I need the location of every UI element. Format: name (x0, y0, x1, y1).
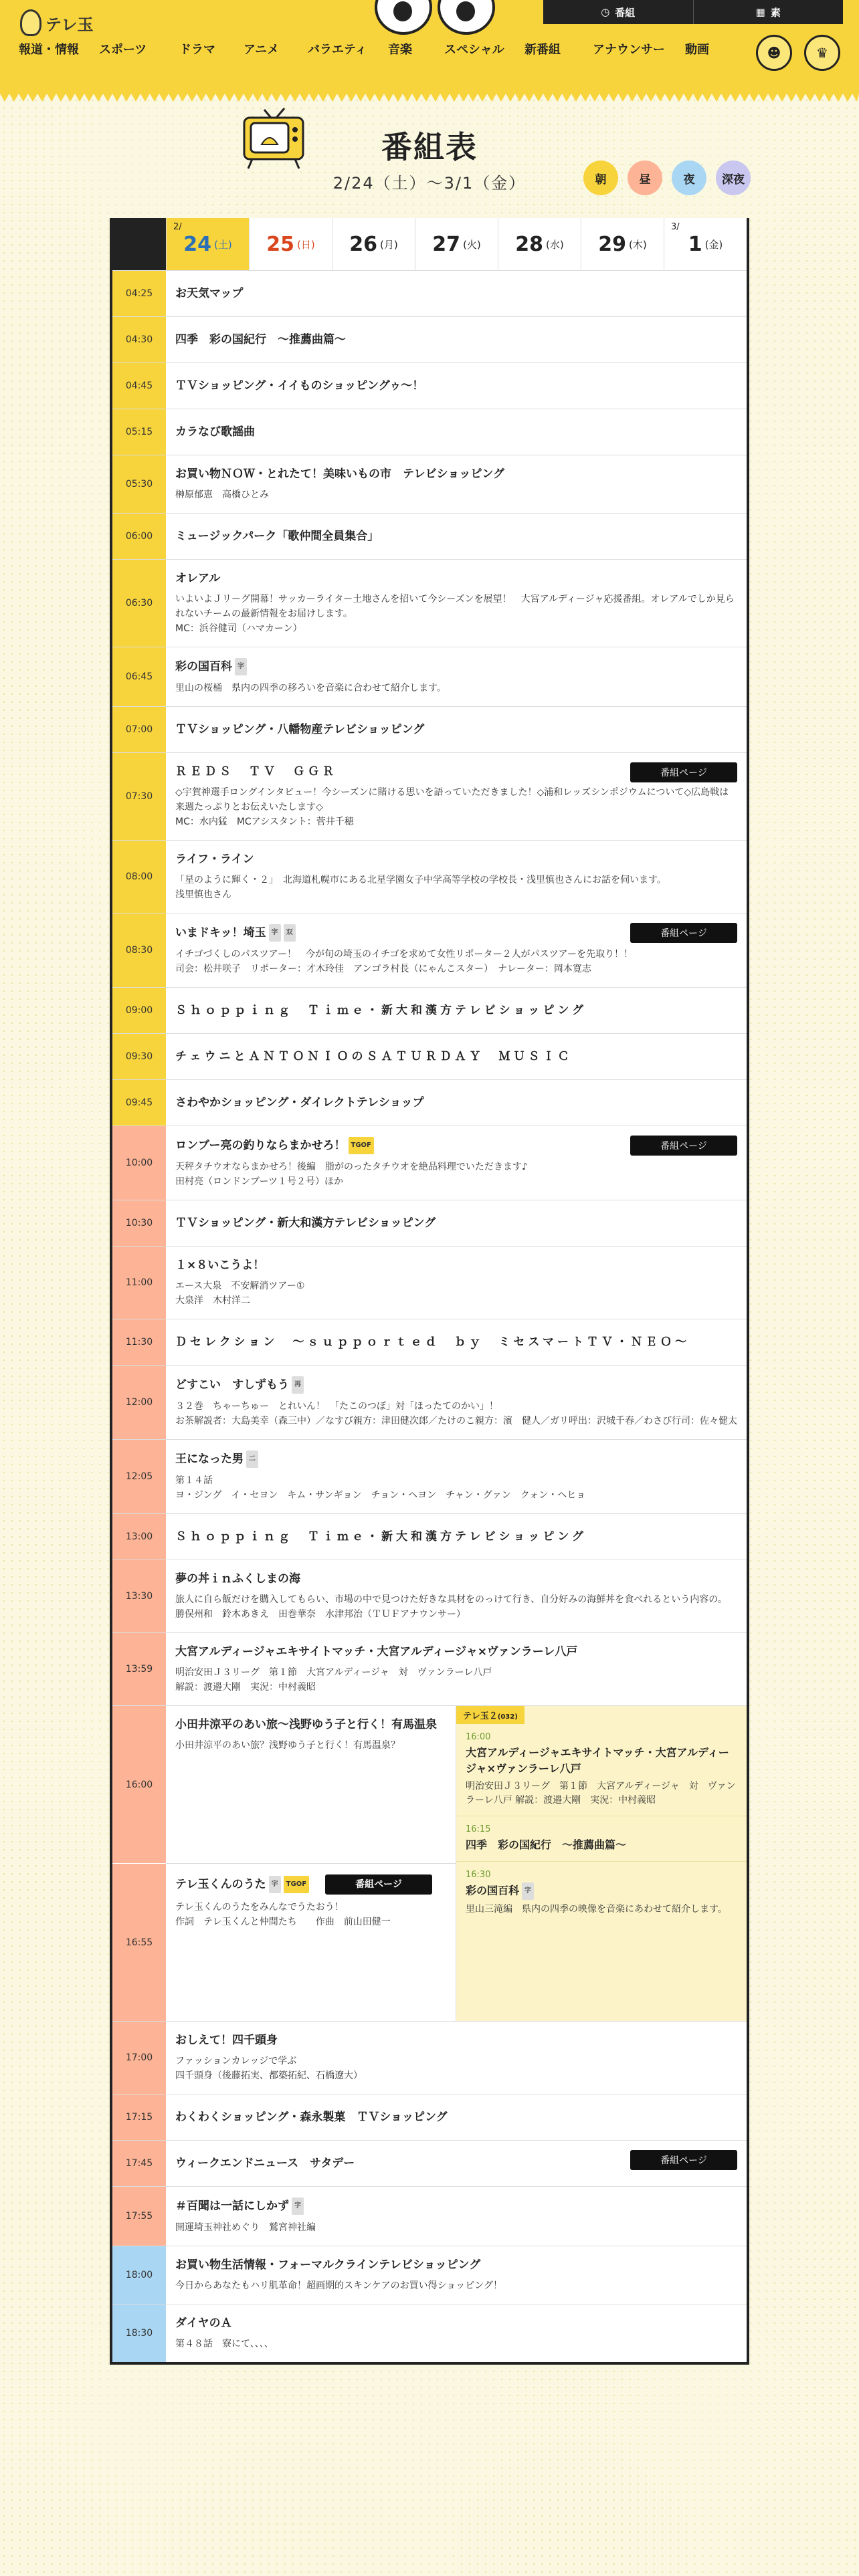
program-time: 13:00 (112, 1514, 166, 1560)
mascot-badge-icon: ♛ (816, 45, 828, 61)
program-row (112, 1513, 747, 1560)
program-cell[interactable] (166, 707, 747, 752)
program-cell[interactable] (166, 1440, 747, 1513)
program-time: 08:30 (112, 914, 166, 987)
day-tab-weekday: (木) (629, 238, 647, 251)
program-description: 開運埼玉神社めぐり 鷲宮神社編 (175, 2222, 316, 2233)
program-title[interactable] (175, 1376, 737, 1394)
day-tabs (112, 218, 747, 270)
program-list (112, 270, 747, 2362)
program-title[interactable] (175, 1571, 737, 1587)
program-cell[interactable] (166, 914, 747, 987)
time-filter-button[interactable]: 昼 (628, 160, 662, 195)
program-row (112, 2094, 747, 2140)
program-title[interactable] (175, 2315, 737, 2331)
program-title[interactable] (175, 2257, 737, 2273)
nav-link[interactable]: スポーツ (99, 43, 147, 57)
program-row (112, 316, 747, 362)
program-cell[interactable] (166, 1200, 747, 1246)
program-row (112, 752, 747, 840)
program-title[interactable] (175, 1257, 737, 1273)
program-title-text: 四季 彩の国紀行 〜推薦曲篇〜 (175, 333, 346, 346)
program-title-text: どすこい すしずもう (175, 1378, 289, 1392)
tele2-name: テレ玉２ (463, 1711, 498, 1721)
program-badge: TGOF (349, 1137, 374, 1154)
tele2-panel (456, 1706, 747, 2021)
program-badge: 字 (269, 1876, 281, 1893)
program-title-text: ＴＶショッピング・イイものショッピングゥ〜！ (175, 379, 424, 393)
program-time: 13:30 (112, 1560, 166, 1632)
program-row (112, 913, 747, 987)
program-time: 06:45 (112, 647, 166, 706)
logo-mascot-icon (20, 9, 41, 36)
program-cell[interactable] (166, 1560, 747, 1632)
program-title[interactable] (175, 658, 737, 675)
tele2-program-title[interactable] (466, 1883, 737, 1900)
program-mascot-button[interactable] (804, 35, 840, 71)
tele2-channel-label (456, 1706, 524, 1724)
program-title-text: 小田井涼平のあい旅〜浅野ゆう子と行く！有馬温泉 (175, 1718, 437, 1731)
program-cell[interactable] (166, 1319, 747, 1365)
program-time: 05:15 (112, 409, 166, 455)
program-time: 13:59 (112, 1633, 166, 1705)
day-tab-weekday: (水) (546, 238, 564, 251)
program-cell[interactable] (166, 988, 747, 1033)
program-title[interactable] (175, 1334, 737, 1350)
program-badge: TGOF (284, 1876, 309, 1893)
account-link-program[interactable]: ◷ 番組 (543, 0, 694, 24)
tele2-program-description: 明治安田Ｊ３リーグ 第１節 大宮アルディージャ 対 ヴァンラーレ八戸 解説：渡邉大剛 実況：中村義昭 (466, 1781, 736, 1806)
program-title[interactable] (175, 378, 737, 394)
program-row (112, 362, 747, 409)
day-tab-weekday: (火) (463, 238, 481, 251)
program-title-text: おしえて！四千頭身 (175, 2034, 278, 2047)
program-description: 榊原郁恵 高橋ひとみ (175, 490, 269, 500)
program-description: 「星のように輝く・２」 北海道札幌市にある北星学園女子中学高等学校の学校長・浅里慎也さんにお話を伺います。 浅里慎也さん (175, 875, 666, 900)
day-tab[interactable] (498, 218, 581, 270)
program-time: 11:00 (112, 1247, 166, 1319)
program-row-split (112, 1705, 747, 2021)
program-row (112, 1632, 747, 1705)
program-row (112, 2021, 747, 2094)
nav-link[interactable]: 音楽 (388, 43, 412, 57)
nav-link[interactable]: スペシャル (444, 43, 504, 57)
mascot-button[interactable] (756, 35, 792, 71)
program-title-text: 夢の丼ｉｎふくしまの海 (175, 1572, 300, 1586)
program-title[interactable] (175, 1529, 737, 1545)
program-description: 旅人に自ら飯だけを購入してもらい、市場の中で見つけた好きな具材をのっけて行き、自分好みの海鮮丼を食べれるという内容の。 勝俣州和 鈴木あきえ 田巻華奈 水津邦治（ＴＵＦアナウンサー） (175, 1594, 727, 1620)
program-page-button[interactable]: 番組ページ (630, 1136, 737, 1156)
tele2-program-time: 16:00 (466, 1732, 491, 1742)
nav-link[interactable]: 動画 (685, 43, 709, 57)
header-mascot-buttons (756, 35, 840, 71)
program-title-text: Ｄセレクション 〜ｓｕｐｐｏｒｔｅｄ ｂｙ ミセスマートＴＶ・ＮＥＯ〜 (175, 1335, 690, 1349)
grid-icon: ▦ (755, 6, 765, 18)
program-title-text: お買い物生活情報・フォーマルクラインテレビショッピング (175, 2258, 481, 2272)
split-content (166, 1706, 747, 2021)
tele2-program-title-text: 四季 彩の国紀行 〜推薦曲篇〜 (466, 1838, 627, 1851)
program-page-button[interactable]: 番組ページ (630, 923, 737, 943)
program-title-text: 王になった男 (175, 1453, 244, 1466)
program-badge: 字 (235, 658, 247, 675)
program-row (112, 1439, 747, 1513)
program-title[interactable] (175, 2032, 737, 2048)
program-time: 12:00 (112, 1366, 166, 1439)
page-title: 番組表 (381, 129, 478, 165)
program-description: 里山の桜桶 県内の四季の移ろいを音楽に合わせて紹介します。 (175, 683, 446, 693)
program-title-text: ＴＶショッピング・八幡物産テレビショッピング (175, 723, 425, 736)
program-title-text: オレアル (175, 572, 221, 585)
program-time: 07:00 (112, 707, 166, 752)
program-cell[interactable] (166, 2095, 747, 2140)
program-row (112, 1079, 747, 1125)
program-cell[interactable] (166, 2022, 747, 2094)
program-time: 10:30 (112, 1200, 166, 1246)
day-tab[interactable] (166, 218, 249, 270)
program-description: ３２巻 ちゃーちゅー とれいん！ 「たこのつぼ」対「ほったてのかい」！ お茶解説者：大島美幸（森三中）／なすび親方：津田健次郎／たけのこ親方：濱 健人／ガリ呼出：沢城千春／わさび行司：佐々健太 (175, 1401, 737, 1426)
program-cell[interactable] (166, 1126, 747, 1200)
program-title-text: Ｓｈｏｐｐｉｎｇ Ｔｉｍｅ・新大和漢方テレビショッピング (175, 1004, 587, 1017)
program-time: 18:00 (112, 2246, 166, 2304)
program-row (112, 1033, 747, 1079)
program-row (112, 987, 747, 1033)
program-title-text: わくわくショッピング・森永製菓 ＴＶショッピング (175, 2111, 448, 2124)
program-description: 第４８話 寮にて、、、、 (175, 2339, 274, 2349)
mascot-face-icon: ☻ (767, 45, 781, 61)
program-time: 04:30 (112, 317, 166, 362)
day-tab-number: 26 (349, 232, 378, 256)
program-time: 11:30 (112, 1319, 166, 1365)
program-row (112, 513, 747, 559)
day-tabs-corner (112, 218, 166, 270)
site-logo[interactable] (20, 9, 94, 36)
program-badge: 字 (292, 2197, 304, 2215)
program-title[interactable] (175, 528, 737, 544)
program-badge: 再 (292, 1376, 304, 1394)
split-time-column (112, 1706, 166, 2021)
program-time: 07:30 (112, 753, 166, 840)
tele2-program-title[interactable] (466, 1837, 737, 1853)
program-title[interactable] (175, 332, 737, 348)
mascot-eye-left (375, 0, 432, 35)
program-title-text: お買い物ＮＯＷ・とれたて！美味いもの市 テレビショッピング (175, 467, 504, 481)
program-row (112, 1560, 747, 1632)
program-title-text: １×８いこうよ！ (175, 1259, 265, 1272)
program-title[interactable] (175, 2109, 737, 2125)
program-title-text: ＴＶショッピング・新大和漢方テレビショッピング (175, 1216, 436, 1230)
tele2-program-title-text: 彩の国百科 (466, 1884, 520, 1897)
program-time: 17:55 (112, 2187, 166, 2246)
program-description: イチゴづくしのパスツアー！ 今が旬の埼玉のイチゴを求めて女性リポーター２人がパスツアーを先取り！！ 司会：松井咲子 リポーター：才木玲佳 アンゴラ村長（にゃんこスター） ナレーター：岡本寛志 (175, 949, 634, 974)
program-cell[interactable] (166, 514, 747, 559)
time-filter-button[interactable]: 深夜 (716, 160, 751, 195)
program-title[interactable] (175, 1215, 737, 1231)
program-title[interactable] (175, 466, 737, 482)
program-title-text: ＲＥＤＳ ＴＶ ＧＧＲ (175, 765, 337, 778)
program-title-text: ＃百聞は一話にしかず (175, 2199, 289, 2213)
program-title[interactable] (175, 286, 737, 302)
time-filters (583, 160, 751, 195)
program-cell[interactable] (166, 1706, 456, 1863)
program-badge: 字 (522, 1883, 534, 1900)
program-cell[interactable] (166, 647, 747, 706)
program-row (112, 2186, 747, 2246)
program-description: いよいよＪリーグ開幕！サッカーライター土地さんを招いて今シーズンを展望！ 大宮アルディージャ応援番組。オレアルでしか見られないチームの最新情報をお届けします。 MC：浜谷健司（ハマカーン） (175, 594, 735, 634)
tele2-program[interactable] (456, 1724, 747, 1816)
day-tab-number: 28 (515, 232, 544, 256)
tele2-program[interactable] (456, 1862, 747, 1925)
site-header (0, 0, 859, 94)
program-cell[interactable] (166, 2304, 747, 2362)
program-title[interactable] (175, 424, 737, 440)
program-title-text: ライフ・ライン (175, 853, 254, 866)
program-row (112, 706, 747, 752)
program-description: 小田井涼平のあい旅？浅野ゆう子と行く！有馬温泉？ (175, 1740, 400, 1751)
program-cell[interactable] (166, 409, 747, 455)
day-tab-month: 3/ (671, 222, 680, 232)
program-title-text: お天気マップ (175, 287, 244, 300)
program-title[interactable] (175, 1717, 446, 1733)
program-time: 04:25 (112, 271, 166, 316)
program-description: ◇宇賀神選手ロングインタビュー！今シーズンに賭ける思いを語っていただきました！◇浦和レッズシンポジウムについて◇広島戦は来週たっぷりとお伝えいたします◇ MC：水内猛 MCアシスタント：菅井千穂 (175, 787, 729, 827)
day-tab-number: 24 (183, 232, 212, 256)
day-tab-number: 27 (432, 232, 461, 256)
split-main-programs (166, 1706, 456, 2021)
program-time: 17:00 (112, 2022, 166, 2094)
program-title-text: 彩の国百科 (175, 660, 232, 673)
program-description: テレ玉くんのうたをみんなでうたおう！ 作詞 テレ玉くんと仲間たち 作曲 前山田健一 (175, 1902, 391, 1927)
account-link-other[interactable]: ▦ 素 (755, 6, 781, 19)
program-time: 05:30 (112, 455, 166, 513)
program-description: 第１４話 ヨ・ジング イ・セヨン キム・サンギョン チョン・ヘヨン チャン・グァン クォン・ヘヒョ (175, 1475, 586, 1501)
program-title-text: ミュージックパーク「歌仲間全員集合」 (175, 530, 379, 543)
day-tab-weekday: (土) (214, 238, 232, 251)
program-title[interactable] (175, 722, 737, 738)
program-cell[interactable] (166, 271, 747, 316)
program-cell[interactable] (166, 2141, 747, 2186)
program-title[interactable] (175, 1095, 737, 1111)
program-cell[interactable] (166, 363, 747, 409)
program-row (112, 1246, 747, 1319)
program-title[interactable] (175, 1451, 737, 1468)
program-title-text: Ｓｈｏｐｐｉｎｇ Ｔｉｍｅ・新大和漢方テレビショッピング (175, 1530, 587, 1543)
program-time: 10:00 (112, 1126, 166, 1200)
program-description: ファッションカレッジで学ぶ 四千頭身（後藤拓実、都築拓紀、石橋遼大） (175, 2056, 363, 2081)
program-badge: 双 (284, 924, 296, 942)
program-row (112, 2304, 747, 2362)
program-row (112, 559, 747, 647)
day-tab-month: 2/ (173, 222, 182, 232)
program-schedule (110, 218, 749, 2365)
day-tab-weekday: (日) (297, 238, 315, 251)
program-description: 明治安田Ｊ３リーグ 第１節 大宮アルディージャ 対 ヴァンラーレ八戸 解説：渡邉大剛 実況：中村義昭 (175, 1667, 492, 1693)
program-time: 09:30 (112, 1034, 166, 1079)
day-tab-number: 1 (688, 232, 702, 256)
nav-link[interactable]: 報道・情報 (19, 43, 79, 57)
tele2-program-title[interactable] (466, 1745, 737, 1777)
day-tab[interactable] (581, 218, 664, 270)
time-filter-button[interactable]: 夜 (672, 160, 706, 195)
program-cell[interactable] (166, 1863, 456, 2021)
tele2-program[interactable] (456, 1816, 747, 1862)
program-title-text: いまドキッ！埼玉 (175, 926, 266, 940)
program-title[interactable] (175, 1874, 446, 1895)
program-cell[interactable] (166, 1247, 747, 1319)
account-bar (543, 0, 843, 24)
program-title-text: カラなび歌謡曲 (175, 425, 255, 439)
program-row (112, 2246, 747, 2304)
program-time: 06:00 (112, 514, 166, 559)
program-cell[interactable] (166, 753, 747, 840)
program-title-text: テレ玉くんのうた (175, 1878, 266, 1891)
program-title-text: 大宮アルディージャエキサイトマッチ・大宮アルディージャ×ヴァンラーレ八戸 (175, 1645, 578, 1658)
program-time: 06:30 (112, 560, 166, 647)
nav-link[interactable]: ドラマ (179, 43, 215, 57)
day-tab-weekday: (月) (380, 238, 398, 251)
program-time: 08:00 (112, 841, 166, 913)
program-row (112, 647, 747, 706)
program-time: 12:05 (112, 1440, 166, 1513)
clock-icon: ◷ (601, 6, 610, 18)
tele2-program-time: 16:30 (466, 1870, 491, 1880)
program-cell[interactable] (166, 1514, 747, 1560)
program-cell[interactable] (166, 2187, 747, 2246)
logo-text: テレ玉 (45, 15, 94, 34)
program-time: 16:00 (112, 1706, 166, 1863)
day-tab[interactable] (664, 218, 747, 270)
day-tab[interactable] (332, 218, 415, 270)
mascot-eyes (375, 0, 495, 35)
program-time: 17:45 (112, 2141, 166, 2186)
date-range: 2/24（土）〜3/1（金） (332, 174, 527, 193)
program-title[interactable] (175, 2197, 737, 2215)
tele2-channel-number: (032) (497, 1713, 518, 1721)
title-area (0, 94, 859, 211)
program-title-text: ダイヤのＡ (175, 2317, 232, 2330)
nav-link[interactable]: アナウンサー (593, 43, 665, 57)
program-row (112, 2140, 747, 2186)
program-description: 今日からあなたもハリ肌革命！超画期的スキンケアのお買い得ショッピング！ (175, 2280, 503, 2291)
program-title[interactable] (175, 1049, 737, 1065)
program-row (112, 409, 747, 455)
program-page-button[interactable]: 番組ページ (630, 2150, 737, 2170)
program-time: 17:15 (112, 2095, 166, 2140)
program-row (112, 455, 747, 513)
tele2-program-title-text: 大宮アルディージャエキサイトマッチ・大宮アルディージャ×ヴァンラーレ八戸 (466, 1746, 729, 1775)
program-cell[interactable] (166, 1366, 747, 1439)
program-title-text: さわやかショッピング・ダイレクトテレショップ (175, 1096, 424, 1109)
program-badge: 字 (269, 924, 281, 942)
program-row (112, 1319, 747, 1365)
program-row (112, 270, 747, 316)
program-title[interactable] (175, 1644, 737, 1660)
program-time: 04:45 (112, 363, 166, 409)
program-cell[interactable] (166, 560, 747, 647)
program-page-button[interactable]: 番組ページ (325, 1874, 432, 1895)
program-time: 09:45 (112, 1080, 166, 1125)
program-cell[interactable] (166, 841, 747, 913)
time-filter-button[interactable]: 朝 (583, 160, 618, 195)
program-cell[interactable] (166, 1633, 747, 1705)
day-tab-number: 25 (266, 232, 295, 256)
day-tab-weekday: (金) (704, 238, 723, 251)
program-cell[interactable] (166, 2246, 747, 2304)
tele2-program-time: 16:15 (466, 1824, 491, 1834)
program-badge: 二 (246, 1451, 258, 1468)
program-cell[interactable] (166, 1080, 747, 1125)
program-cell[interactable] (166, 455, 747, 513)
nav-link[interactable]: バラエティ (308, 43, 367, 57)
program-title-text: ウィークエンドニュース サタデー (175, 2157, 355, 2170)
program-row (112, 1200, 747, 1246)
program-title-text: ロンブー亮の釣りならまかせろ！ (175, 1139, 346, 1152)
program-row (112, 1125, 747, 1200)
program-row (112, 1365, 747, 1439)
program-time: 18:30 (112, 2304, 166, 2362)
program-row (112, 840, 747, 913)
nav-link[interactable]: 新番組 (524, 43, 561, 57)
main-nav (19, 40, 732, 58)
day-tab[interactable] (415, 218, 498, 270)
program-cell[interactable] (166, 1034, 747, 1079)
program-title[interactable] (175, 570, 737, 586)
day-tab-number: 29 (598, 232, 627, 256)
day-tab[interactable] (249, 218, 332, 270)
program-page-button[interactable]: 番組ページ (630, 762, 737, 782)
program-title-text: チェウニとＡＮＴＯＮＩＯのＳＡＴＵＲＤＡＹ ＭＵＳＩＣ (175, 1050, 573, 1063)
mascot-eye-right (438, 0, 495, 35)
tele2-program-description: 里山三滝編 県内の四季の映像を音楽にあわせて紹介します。 (466, 1904, 727, 1915)
nav-link[interactable]: アニメ (244, 43, 280, 57)
program-description: エース大泉 不安解消ツアー① 大泉洋 木村洋二 (175, 1281, 305, 1306)
program-description: 天秤タチウオならまかせろ！後編 脂がのったタチウオを絶品料理でいただきます♪ 田村亮（ロンドンブーツ１号２号）ほか (175, 1162, 528, 1187)
program-title[interactable] (175, 1002, 737, 1018)
program-time: 09:00 (112, 988, 166, 1033)
program-time: 16:55 (112, 1863, 166, 2021)
program-cell[interactable] (166, 317, 747, 362)
program-title[interactable] (175, 851, 737, 867)
